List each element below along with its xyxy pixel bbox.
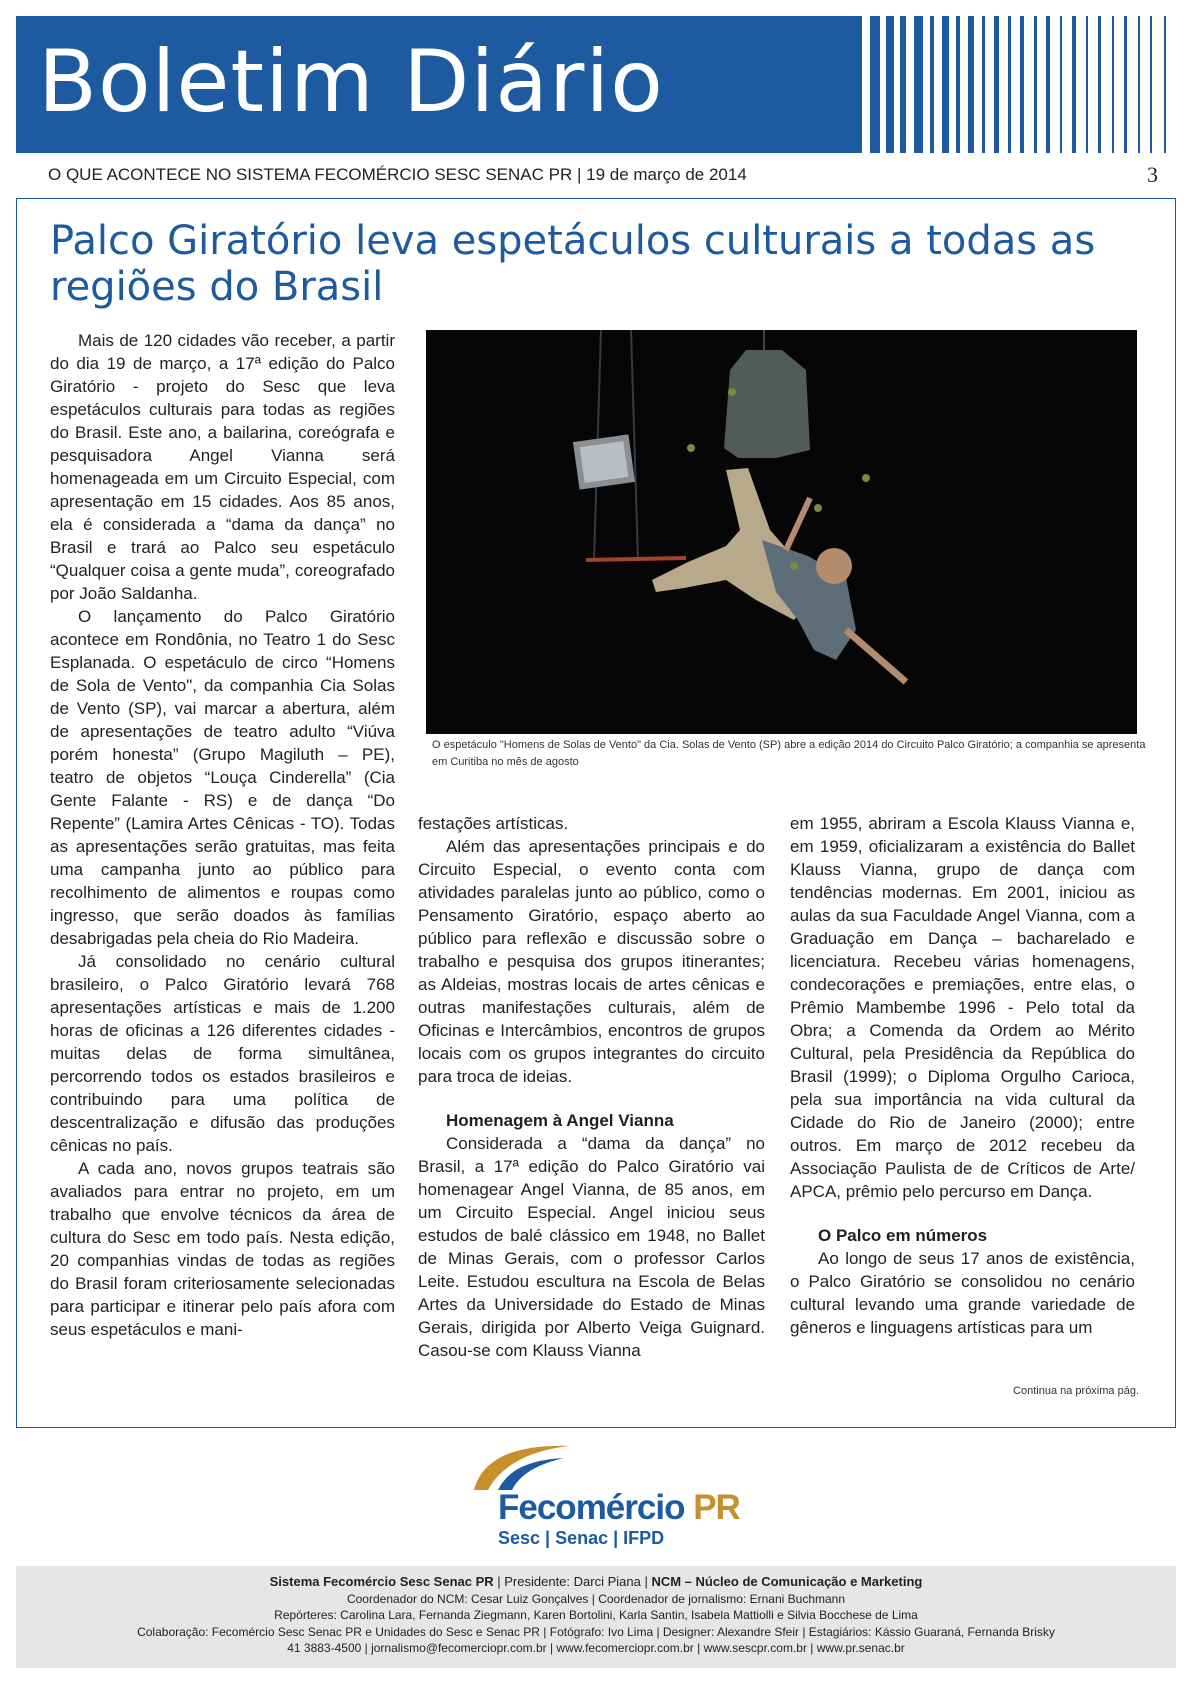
continued-note: Continua na próxima pág. — [1013, 1385, 1139, 1397]
logo-name: Fecomércio — [498, 1488, 685, 1527]
subheading-homenagem: Homenagem à Angel Vianna — [446, 1111, 674, 1130]
paragraph: Já consolidado no cenário cultural brasileiro, o Palco Giratório levará 768 apresentações artísticas e mais de 1.200 horas de oficinas a 126 diferentes cidades - muitas delas de forma simultânea, percorrendo todos os estados brasileiros e contribuindo para uma política de descentralização e difusão das produções cênicas no país. — [50, 952, 395, 1155]
footer-president: | Presidente: Darci Piana | — [493, 1574, 652, 1589]
fecomercio-logo — [470, 1440, 760, 1550]
paragraph-continuation: festações artísticas. — [418, 814, 569, 833]
performer-photo-illustration — [426, 330, 1137, 734]
footer-line-1 — [16, 1574, 1176, 1591]
page-number: 3 — [1147, 162, 1158, 187]
swoosh-icon — [472, 1440, 572, 1492]
paragraph-continuation: em 1955, abriram a Escola Klauss Vianna e, em 1959, oficializaram a existência do Ballet Klauss Vianna, grupo de dança com tendências modernas. Em 2001, iniciou as aulas da sua Faculdade Angel Vianna, com a Graduação em Dança – bacharelado e licenciatura. Recebeu várias homenagens, condecorações e premiações, entre elas, o Prêmio Mambembe 1996 - Pelo total da Obra; a Comenda da Ordem ao Mérito Cultural, pela Presidência da República do Brasil (1999); o Diploma Orgulho Carioca, pela sua importância na vida cultural da Cidade do Rio de Janeiro (2000); entre outros. Em março de 2012 recebeu da Associação Paulista de de Críticos de Arte/ APCA, prêmio pelo percurso em Dança. — [790, 814, 1135, 1201]
subheading-palco-em-numeros: O Palco em números — [818, 1226, 988, 1245]
footer-line-5: 41 3883-4500 | jornalismo@fecomerciopr.com.br | www.fecomerciopr.com.br | www.sescpr.com.br | www.pr.senac.br — [287, 1641, 905, 1655]
footer-line-2: Coordenador do NCM: Cesar Luiz Gonçalves | Coordenador de jornalismo: Ernani Buchmann — [346, 1591, 846, 1606]
paragraph: Considerada a “dama da dança” no Brasil, a 17ª edição do Palco Giratório vai homenagear Angel Vianna, de 85 anos, em um Circuito Especial. Angel iniciou seus estudos de balé clássico em 1948, no Ballet de Minas Gerais, com o professor Carlos Leite. Estudou escultura na Escola de Belas Artes da Universidade do Estado de Minas Gerais, dirigida por Alberto Veiga Guignard. Casou-se com Klauss Vianna — [418, 1134, 765, 1360]
article-column-2 — [418, 812, 765, 1362]
article-column-1 — [50, 329, 395, 1341]
photo-caption: O espetáculo "Homens de Solas de Vento" da Cia. Solas de Vento (SP) abre a edição 2014 do Circuito Palco Giratório; a companhia se apresenta em Curitiba no mês de agosto — [432, 739, 1146, 768]
paragraph: Ao longo de seus 17 anos de existência, o Palco Giratório se consolidou no cenário cultural levando uma grande variedade de gêneros e linguagens artísticas para um — [790, 1249, 1135, 1337]
paragraph: A cada ano, novos grupos teatrais são avaliados para entrar no projeto, em um trabalho que envolve técnicos da área de cultura do Sesc em todo país. Nesta edição, 20 companhias vindas de todas as regiões do Brasil foram criteriosamente selecionadas para participar e itinerar pelo país afora com seus espetáculos e mani- — [50, 1159, 395, 1339]
article-column-3 — [790, 812, 1135, 1339]
footer-line-4: Colaboração: Fecomércio Sesc Senac PR e Unidades do Sesc e Senac PR | Fotógrafo: Ivo Lima | Designer: Alexandre Sfeir | Estagiários: Kássio Guaraná, Fernanda Brisky — [137, 1624, 1055, 1639]
subheader — [48, 160, 1158, 190]
article-headline: Palco Giratório leva espetáculos culturais a todas as regiões do Brasil — [50, 218, 1096, 310]
barcode-decoration — [870, 16, 1176, 153]
logo-units: Sesc | Senac | IFPD — [498, 1528, 665, 1548]
paragraph: Além das apresentações principais e do Circuito Especial, o evento conta com atividades paralelas junto ao público, como o Pensamento Giratório, espaço aberto ao público para reflexão e discussão sobre o trabalho e pesquisa dos grupos itinerantes; as Aldeias, mostras locais de artes cênicas e outras manifestações culturais, além de Oficinas e Intercâmbios, encontros de grupos locais com os grupos integrantes do circuito para troca de ideias. — [418, 837, 765, 1086]
footer-org: Sistema Fecomércio Sesc Senac PR — [269, 1574, 494, 1589]
footer-ncm: NCM – Núcleo de Comunicação e Marketing — [651, 1574, 923, 1589]
footer — [16, 1566, 1176, 1668]
publication-title: Boletim Diário — [38, 32, 664, 132]
paragraph: O lançamento do Palco Giratório acontece em Rondônia, no Teatro 1 do Sesc Esplanada. O espetáculo de circo “Homens de Sola de Vento", da companhia Cia Solas de Vento (SP), vai marcar a abertura, além de apresentações de teatro adulto “Viúva porém honesta” (Grupo Magiluth – PE), teatro de objetos “Louça Cinderella” (Cia Gente Falante - RS) e de dança “Do Repente” (Lamira Artes Cênicas - TO). Todas as apresentações serão gratuitas, mas feita uma campanha junto ao público para recolhimento de alimentos e roupas como ingresso, que serão doados às famílias desabrigadas pela cheia do Rio Madeira. — [50, 607, 395, 948]
article-photo — [426, 330, 1137, 734]
logo-wordmark — [498, 1488, 740, 1528]
logo-region: PR — [693, 1488, 740, 1527]
edition-line: O QUE ACONTECE NO SISTEMA FECOMÉRCIO SESC SENAC PR | 19 de março de 2014 — [48, 165, 747, 184]
paragraph: Mais de 120 cidades vão receber, a partir do dia 19 de março, a 17ª edição do Palco Giratório - projeto do Sesc que leva espetáculos culturais para todas as regiões do Brasil. Este ano, a bailarina, coreógrafa e pesquisadora Angel Vianna será homenageada em um Circuito Especial, com apresentação em 15 cidades. Aos 85 anos, ela é considerada a “dama da dança” no Brasil e trará ao Palco seu espetáculo “Qualquer coisa a gente muda”, coreografado por João Saldanha. — [50, 331, 395, 603]
footer-line-3: Repórteres: Carolina Lara, Fernanda Ziegmann, Karen Bortolini, Karla Santin, Isabela Mattiolli e Silvia Bocchese de Lima — [274, 1608, 918, 1622]
masthead-banner — [16, 16, 862, 153]
